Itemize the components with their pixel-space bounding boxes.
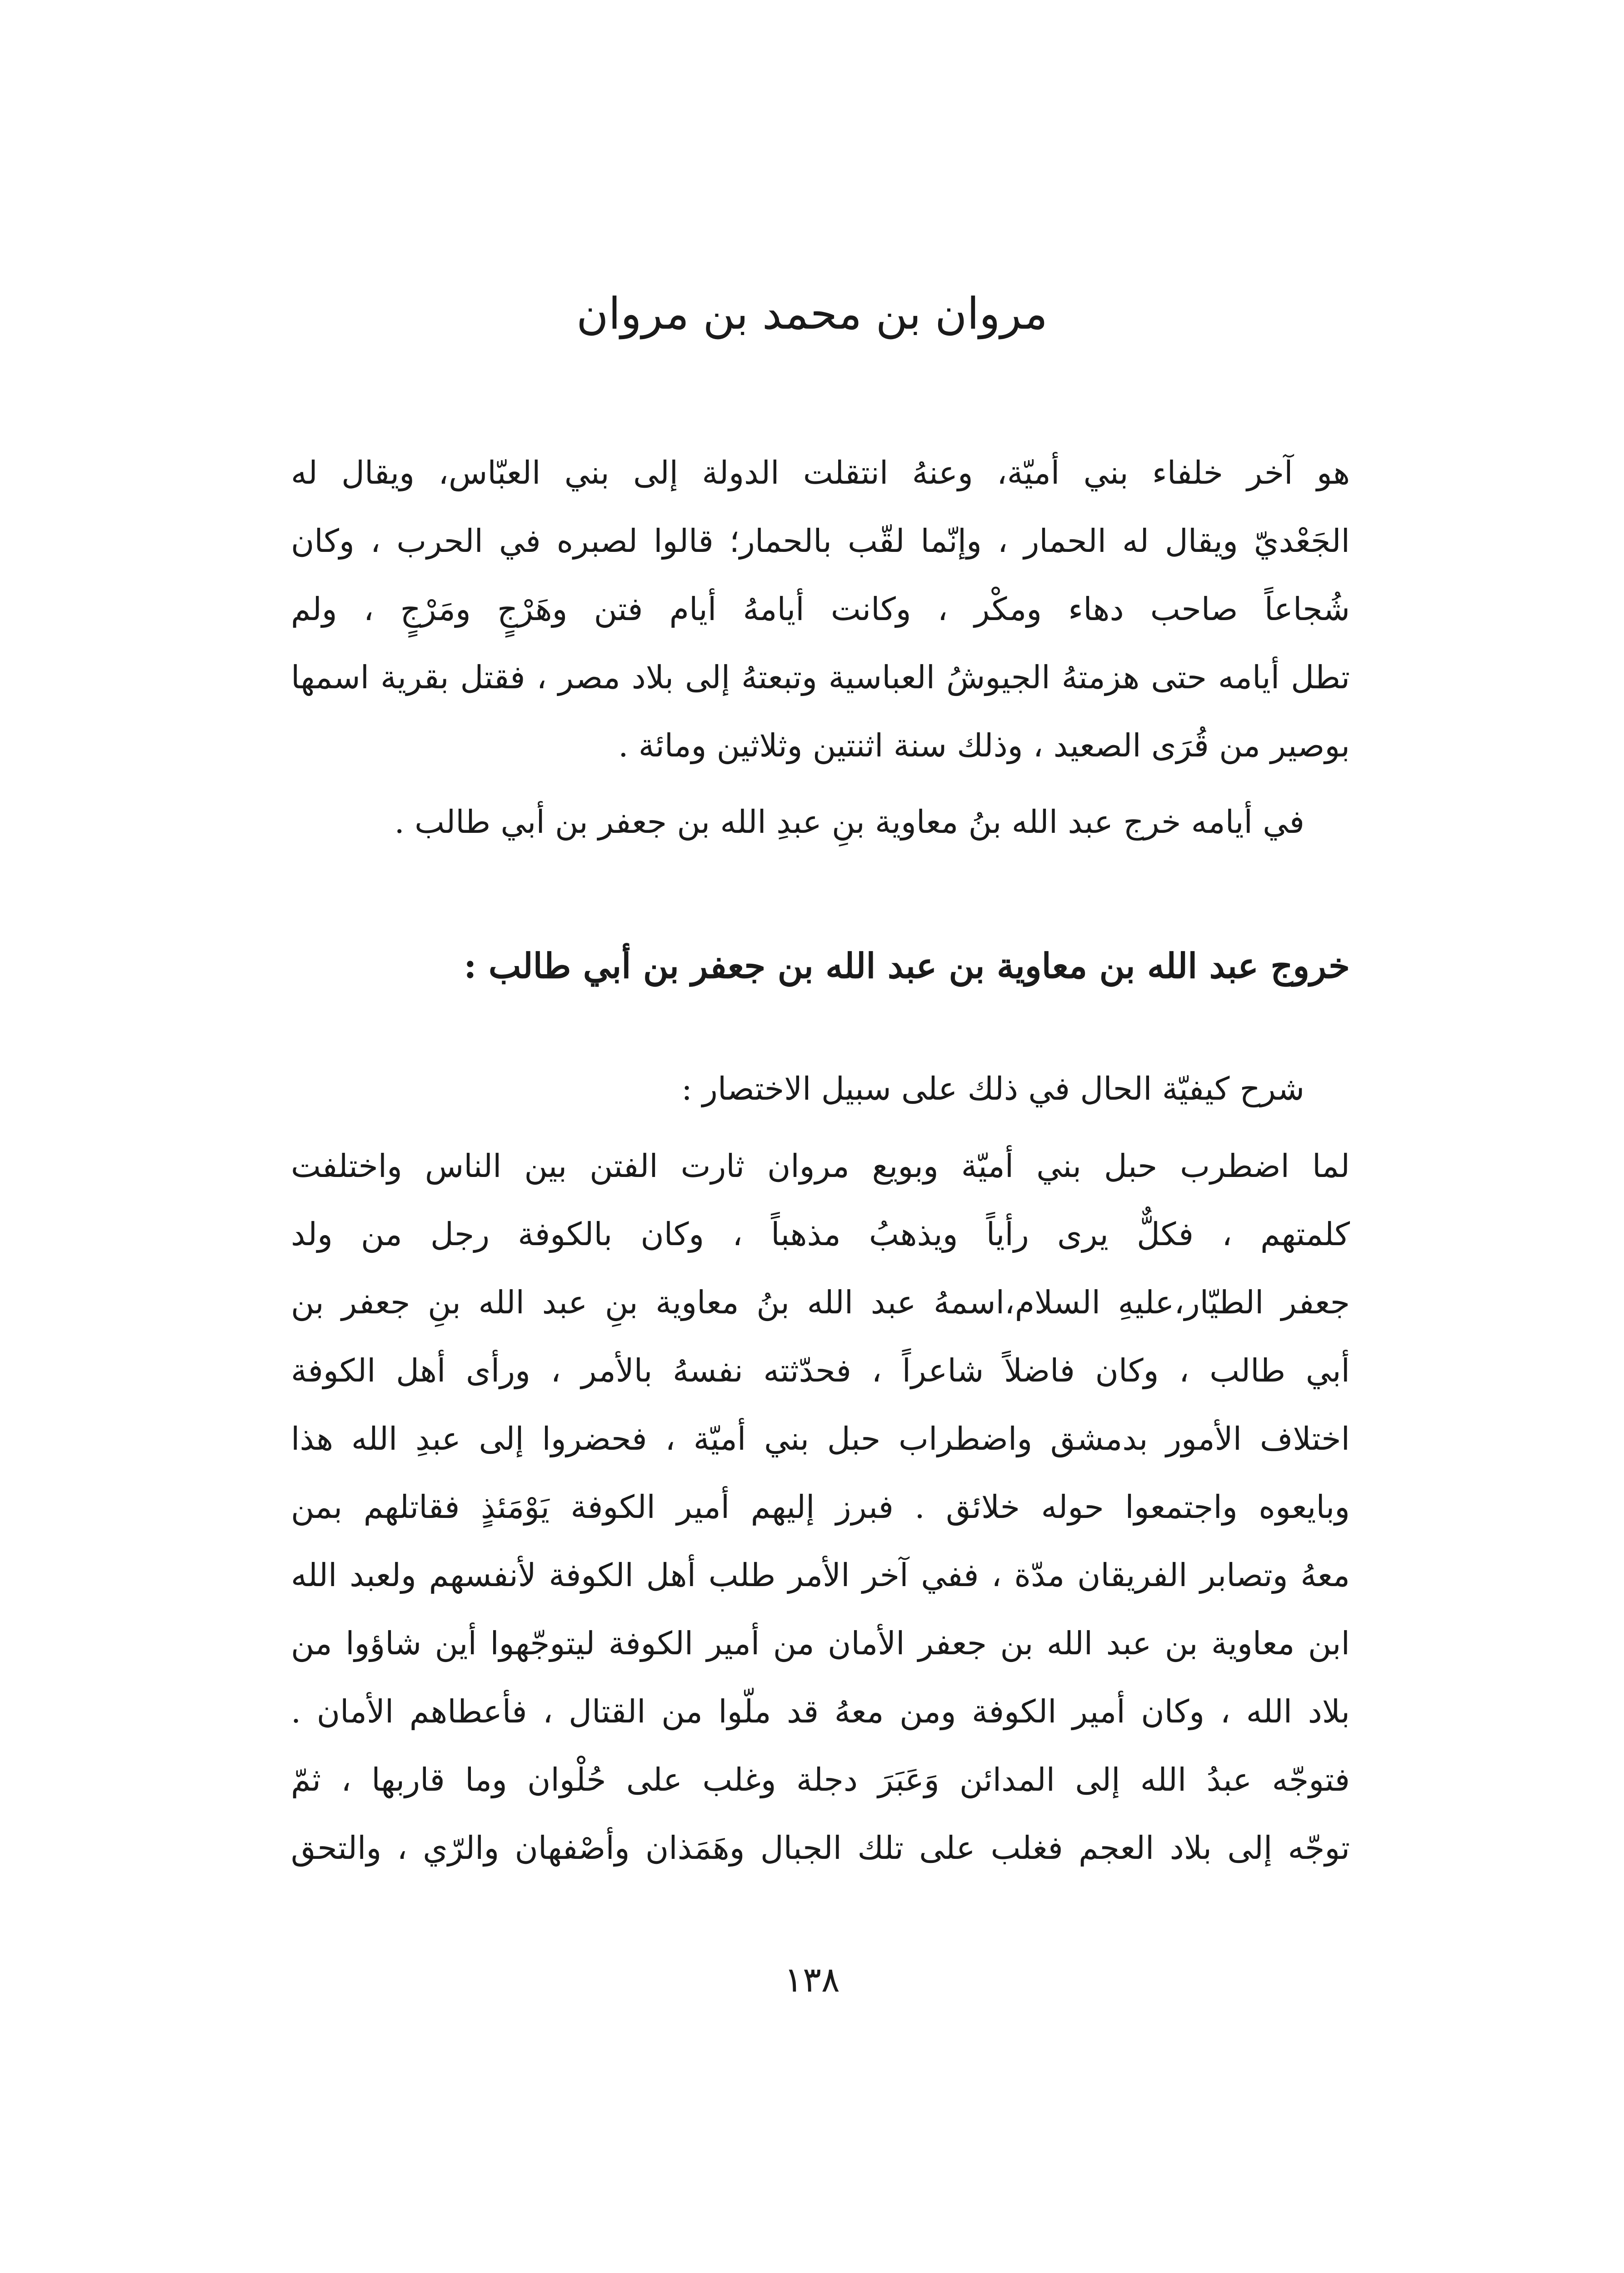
paragraph-2 [291, 1132, 1350, 1882]
paragraph-1-note: في أيامه خرج عبد الله بنُ معاوية بنِ عبدِ الله بن جعفر بن أبي طالب . [394, 803, 1304, 841]
paragraph-line: تطل أيامه حتى هزمتهُ الجيوشُ العباسية وتبعتهُ إلى بلاد مصر ، فقتل بقرية اسمها [291, 659, 1350, 696]
paragraph-line: جعفر الطيّار،عليهِ السلام،اسمهُ عبد الله بنُ معاوية بنِ عبد الله بنِ جعفر بن [291, 1284, 1350, 1321]
paragraph-line: فتوجّه عبدُ الله إلى المدائن وَعَبَرَ دجلة وغلب على حُلْوان وما قاربها ، ثمّ [291, 1761, 1350, 1798]
paragraph-line: بوصير من قُرَى الصعيد ، وذلك سنة اثنتين وثلاثين ومائة . [618, 727, 1350, 764]
paragraph-line: الجَعْديّ ويقال له الحمار ، وإنّما لقّب بالحمار؛ قالوا لصبره في الحرب ، وكان [291, 522, 1350, 560]
paragraph-1 [291, 439, 1350, 780]
paragraph-line: كلمتهم ، فكلٌّ يرى رأياً ويذهبُ مذهباً ، وكان بالكوفة رجل من ولد [291, 1216, 1350, 1253]
paragraph-line: أبي طالب ، وكان فاضلاً شاعراً ، فحدّثته نفسهُ بالأمر ، ورأى أهل الكوفة [291, 1352, 1350, 1389]
paragraph-line: ابن معاوية بن عبد الله بن جعفر الأمان من أمير الكوفة ليتوجّهوا أين شاؤوا من [291, 1625, 1350, 1662]
section-intro: شرح كيفيّة الحال في ذلك على سبيل الاختصار : [681, 1070, 1304, 1107]
paragraph-line: اختلاف الأمور بدمشق واضطراب حبل بني أميّة ، فحضروا إلى عبدِ الله هذا [291, 1420, 1350, 1457]
paragraph-line: معهُ وتصابر الفريقان مدّة ، ففي آخر الأمر طلب أهل الكوفة لأنفسهم ولعبد الله [291, 1557, 1350, 1594]
page-number: ١٣٨ [784, 1959, 840, 2000]
paragraph-line: توجّه إلى بلاد العجم فغلب على تلك الجبال وهَمَذان وأصْفهان والرّي ، والتحق [291, 1829, 1350, 1867]
paragraph-line: بلاد الله ، وكان أمير الكوفة ومن معهُ قد ملّوا من القتال ، فأعطاهم الأمان . [291, 1693, 1350, 1730]
section-heading: خروج عبد الله بن معاوية بن عبد الله بن جعفر بن أبي طالب : [464, 946, 1350, 986]
paragraph-line: شُجاعاً صاحب دهاء ومكْر ، وكانت أيامهُ أيام فتن وهَرْجٍ ومَرْجٍ ، ولم [291, 591, 1350, 628]
paragraph-line: وبايعوه واجتمعوا حوله خلائق . فبرز إليهم أمير الكوفة يَوْمَئذٍ فقاتلهم بمن [291, 1488, 1350, 1526]
page-title: مروان بن محمد بن مروان [576, 288, 1048, 339]
paragraph-line: لما اضطرب حبل بني أميّة وبويع مروان ثارت الفتن بين الناس واختلفت [291, 1147, 1350, 1185]
paragraph-line: هو آخر خلفاء بني أميّة، وعنهُ انتقلت الدولة إلى بني العبّاس، ويقال له [291, 454, 1350, 491]
